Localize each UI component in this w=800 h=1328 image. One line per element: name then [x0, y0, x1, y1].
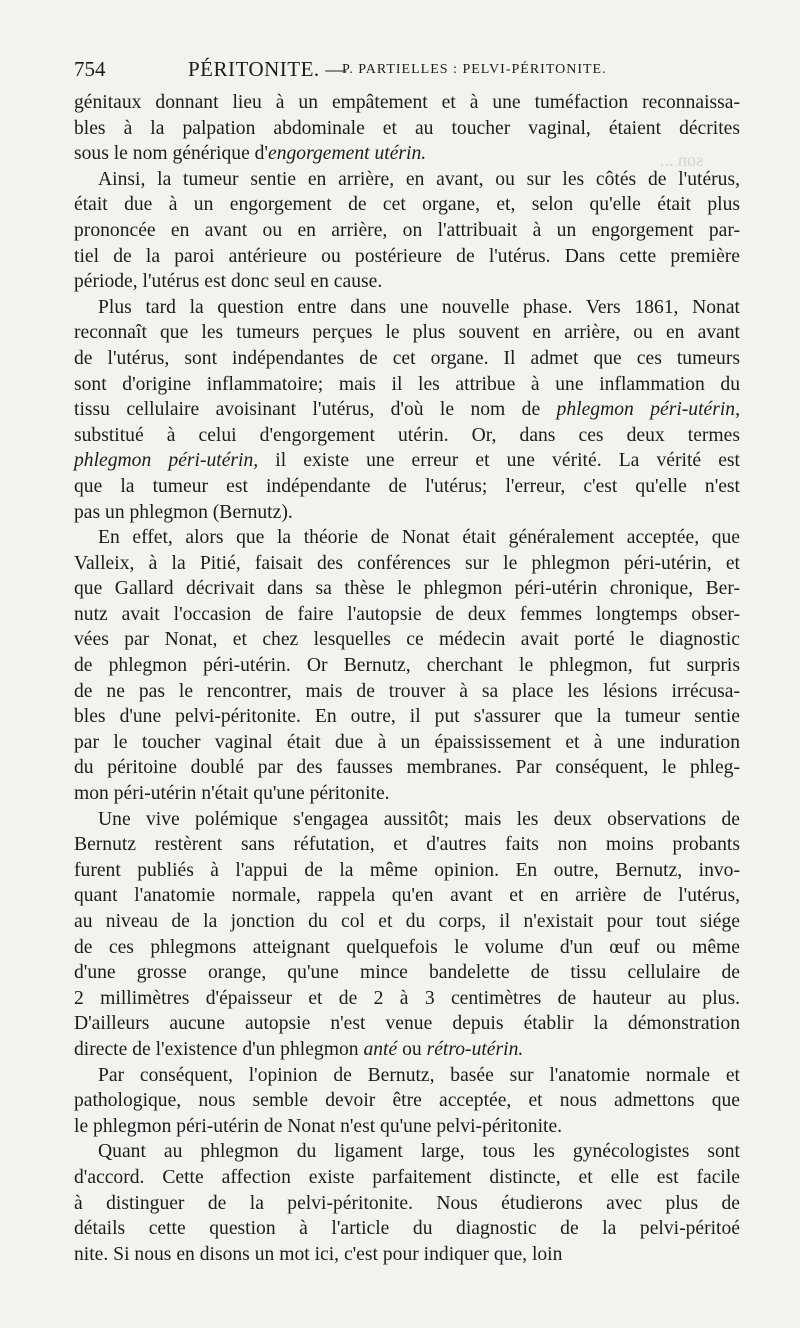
- paragraph: [74, 90, 740, 167]
- text-run: Valleix, à la Pitié, faisait des conférences sur le phlegmon péri-utérin, et: [74, 552, 740, 574]
- text-run: sont d'origine inflammatoire; mais il les attribue à une inflammation du: [74, 373, 740, 395]
- text-line: [74, 346, 740, 372]
- text-run: pathologique, nous semble devoir être acceptée, et nous admettons que: [74, 1090, 740, 1112]
- text-line: [74, 141, 740, 167]
- show-through-text: son ...: [660, 150, 704, 170]
- text-line: [74, 397, 740, 423]
- text-run: tissu cellulaire avoisinant l'utérus, d'où le nom de: [74, 399, 557, 421]
- text-line: [74, 551, 740, 577]
- text-run: était due à un engorgement de cet organe, et, selon qu'elle était plus: [74, 194, 740, 216]
- text-line: [74, 1165, 740, 1191]
- text-run: Une vive polémique s'engagea aussitôt; mais les deux observations de: [98, 808, 740, 830]
- text-line: [74, 730, 740, 756]
- text-run: détails cette question à l'article du diagnostic de la pelvi-péritoé: [74, 1218, 740, 1240]
- text-line: [74, 1063, 740, 1089]
- text-run: que Gallard décrivait dans sa thèse le phlegmon péri-utérin chronique, Ber-: [74, 578, 740, 600]
- text-run: il existe une erreur et une vérité. La vérité est: [258, 450, 740, 472]
- text-line: [74, 1216, 740, 1242]
- text-line: [74, 474, 740, 500]
- text-run: ou: [397, 1038, 427, 1060]
- paragraph: [74, 807, 740, 1063]
- text-line: [74, 832, 740, 858]
- text-line: [74, 320, 740, 346]
- paragraph: [74, 1063, 740, 1140]
- text-line: [74, 679, 740, 705]
- text-run: de l'utérus, sont indépendantes de cet organe. Il admet que ces tumeurs: [74, 347, 740, 369]
- paragraph: [74, 295, 740, 525]
- paragraph: [74, 1139, 740, 1267]
- italic-term: engorgement utérin.: [268, 143, 427, 165]
- text-line: [74, 269, 740, 295]
- text-run: d'une grosse orange, qu'une mince bandelette de tissu cellulaire de: [74, 962, 740, 984]
- text-line: [74, 525, 740, 551]
- text-run: par le toucher vaginal était due à un épaississement et à une induration: [74, 731, 740, 753]
- text-run: de ne pas le rencontrer, mais de trouver à sa place les lésions irrécusa-: [74, 680, 740, 702]
- text-run: reconnaît que les tumeurs perçues le plus souvent en arrière, ou en avant: [74, 322, 740, 344]
- text-run: pas un phlegmon (Bernutz).: [74, 501, 293, 523]
- running-header: [74, 52, 740, 86]
- text-line: [74, 1191, 740, 1217]
- text-run: sous le nom générique d': [74, 143, 268, 165]
- text-run: substitué à celui d'engorgement utérin. Or, dans ces deux termes: [74, 424, 740, 446]
- text-line: [74, 1242, 740, 1268]
- text-line: [74, 448, 740, 474]
- text-run: bles d'une pelvi-péritonite. En outre, il put s'assurer que la tumeur sentie: [74, 706, 740, 728]
- text-run: nutz avait l'occasion de faire l'autopsie de deux femmes longtemps obser-: [74, 603, 740, 625]
- italic-term: rétro-utérin.: [426, 1038, 524, 1060]
- text-run: Quant au phlegmon du ligament large, tous les gynécologistes sont: [98, 1141, 740, 1163]
- running-subtitle: P. PARTIELLES : PELVI-PÉRITONITE.: [342, 62, 607, 77]
- text-run: D'ailleurs aucune autopsie n'est venue depuis établir la démonstration: [74, 1013, 740, 1035]
- text-line: [74, 423, 740, 449]
- text-run: En effet, alors que la théorie de Nonat était généralement acceptée, que: [98, 527, 740, 549]
- text-run: période, l'utérus est donc seul en cause.: [74, 271, 383, 293]
- text-line: [74, 1114, 740, 1140]
- text-line: [74, 909, 740, 935]
- italic-term: anté: [363, 1038, 398, 1060]
- text-line: [74, 1139, 740, 1165]
- text-line: [74, 1011, 740, 1037]
- text-run: quant l'anatomie normale, rappela qu'en avant et en arrière de l'utérus,: [74, 885, 740, 907]
- text-line: [74, 602, 740, 628]
- text-run: de ces phlegmons atteignant quelquefois le volume d'un œuf ou même: [74, 936, 740, 958]
- text-run: d'accord. Cette affection existe parfaitement distincte, et elle est facile: [74, 1166, 740, 1188]
- text-line: [74, 858, 740, 884]
- text-run: à distinguer de la pelvi-péritonite. Nous étudierons avec plus de: [74, 1192, 740, 1214]
- paragraph: [74, 167, 740, 295]
- text-line: [74, 781, 740, 807]
- text-line: [74, 167, 740, 193]
- text-run: Par conséquent, l'opinion de Bernutz, basée sur l'anatomie normale et: [98, 1064, 740, 1086]
- italic-term: phlegmon péri-utérin,: [556, 399, 740, 421]
- text-line: [74, 1088, 740, 1114]
- text-line: [74, 218, 740, 244]
- text-line: [74, 1037, 740, 1063]
- text-line: [74, 935, 740, 961]
- text-run: mon péri-utérin n'était qu'une péritonite.: [74, 783, 390, 805]
- running-title: PÉRITONITE. —: [188, 57, 347, 81]
- text-run: génitaux donnant lieu à un empâtement et à une tuméfaction reconnaissa-: [74, 92, 740, 113]
- text-line: [74, 244, 740, 270]
- text-run: prononcée en avant ou en arrière, on l'attribuait à un engorgement par-: [74, 219, 740, 241]
- text-run: que la tumeur est indépendante de l'utérus; l'erreur, c'est qu'elle n'est: [74, 475, 740, 497]
- text-line: [74, 576, 740, 602]
- text-line: [74, 116, 740, 142]
- text-line: [74, 192, 740, 218]
- text-run: de phlegmon péri-utérin. Or Bernutz, cherchant le phlegmon, fut surpris: [74, 655, 740, 677]
- text-line: [74, 704, 740, 730]
- text-line: [74, 90, 740, 116]
- text-run: Bernutz restèrent sans réfutation, et d'autres faits non moins probants: [74, 834, 740, 856]
- text-line: [74, 372, 740, 398]
- text-line: [74, 295, 740, 321]
- text-line: [74, 500, 740, 526]
- text-run: directe de l'existence d'un phlegmon: [74, 1038, 364, 1060]
- body-text: [74, 90, 740, 1267]
- paragraph: [74, 525, 740, 807]
- text-run: vées par Nonat, et chez lesquelles ce médecin avait porté le diagnostic: [74, 629, 740, 651]
- page-number: 754: [74, 57, 106, 81]
- text-run: au niveau de la jonction du col et du corps, il n'existait pour tout siége: [74, 911, 740, 932]
- text-line: [74, 807, 740, 833]
- text-run: 2 millimètres d'épaisseur et de 2 à 3 centimètres de hauteur au plus.: [74, 987, 740, 1009]
- text-line: [74, 627, 740, 653]
- text-run: tiel de la paroi antérieure ou postérieure de l'utérus. Dans cette première: [74, 245, 740, 267]
- text-line: [74, 986, 740, 1012]
- text-line: [74, 883, 740, 909]
- text-line: [74, 960, 740, 986]
- text-run: nite. Si nous en disons un mot ici, c'est pour indiquer que, loin: [74, 1243, 563, 1265]
- text-run: du péritoine doublé par des fausses membranes. Par conséquent, le phleg-: [74, 757, 740, 779]
- text-run: le phlegmon péri-utérin de Nonat n'est qu'une pelvi-péritonite.: [74, 1115, 563, 1137]
- text-line: [74, 755, 740, 781]
- text-run: furent publiés à l'appui de la même opinion. En outre, Bernutz, invo-: [74, 859, 740, 881]
- text-run: Ainsi, la tumeur sentie en arrière, en avant, ou sur les côtés de l'utérus,: [98, 168, 740, 190]
- italic-term: phlegmon péri-utérin,: [74, 450, 259, 472]
- text-run: Plus tard la question entre dans une nouvelle phase. Vers 1861, Nonat: [98, 296, 740, 318]
- text-line: [74, 653, 740, 679]
- text-run: bles à la palpation abdominale et au toucher vaginal, étaient décrites: [74, 117, 740, 139]
